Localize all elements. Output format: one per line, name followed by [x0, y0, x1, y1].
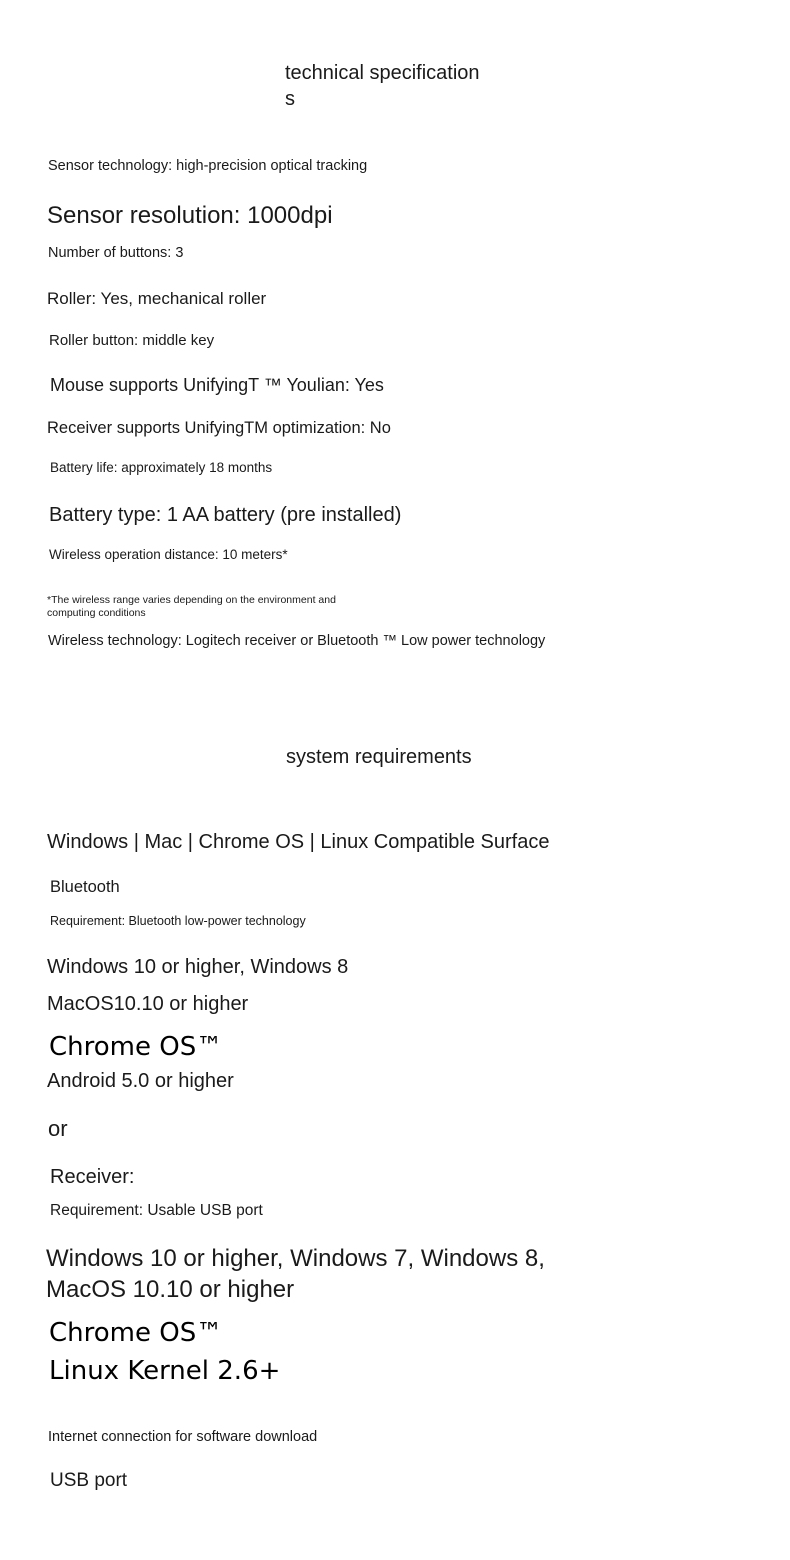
wireless-technology: Wireless technology: Logitech receiver or Bluetooth ™ Low power technology — [48, 633, 546, 649]
compatibility-line: Windows | Mac | Chrome OS | Linux Compatible Surface — [47, 831, 550, 853]
receiver-linux-kernel: Linux Kernel 2.6+ — [49, 1356, 281, 1386]
bluetooth-macos: MacOS10.10 or higher — [47, 993, 249, 1015]
receiver-chrome-os: Chrome OS™ — [49, 1318, 223, 1348]
tech-specs-heading: technical specification s — [285, 62, 480, 110]
receiver-requirement: Requirement: Usable USB port — [50, 1202, 263, 1219]
sensor-technology: Sensor technology: high-precision optical tracking — [48, 158, 368, 174]
battery-type: Battery type: 1 AA battery (pre installed) — [49, 504, 402, 526]
receiver-unifying-support: Receiver supports UnifyingTM optimization: No — [47, 419, 391, 437]
bluetooth-windows: Windows 10 or higher, Windows 8 — [47, 956, 349, 978]
battery-life: Battery life: approximately 18 months — [50, 460, 273, 475]
roller-button: Roller button: middle key — [49, 332, 215, 349]
mouse-unifying-support: Mouse supports UnifyingT ™ Youlian: Yes — [50, 375, 384, 395]
receiver-label: Receiver: — [50, 1166, 135, 1188]
bluetooth-requirement: Requirement: Bluetooth low-power technology — [50, 914, 306, 928]
wireless-distance: Wireless operation distance: 10 meters* — [49, 547, 288, 562]
bluetooth-chrome-os: Chrome OS™ — [49, 1032, 223, 1062]
bluetooth-android: Android 5.0 or higher — [47, 1070, 234, 1092]
wireless-range-footnote: *The wireless range varies depending on the environment and computing conditions — [47, 594, 336, 619]
system-requirements-heading: system requirements — [286, 746, 472, 768]
usb-port: USB port — [50, 1470, 128, 1491]
or-separator: or — [48, 1116, 68, 1141]
roller: Roller: Yes, mechanical roller — [47, 289, 267, 308]
sensor-resolution: Sensor resolution: 1000dpi — [47, 202, 333, 229]
bluetooth-label: Bluetooth — [50, 878, 120, 896]
number-of-buttons: Number of buttons: 3 — [48, 245, 184, 261]
internet-connection: Internet connection for software download — [48, 1429, 318, 1445]
receiver-windows-macos: Windows 10 or higher, Windows 7, Windows 8, MacOS 10.10 or higher — [46, 1245, 545, 1303]
